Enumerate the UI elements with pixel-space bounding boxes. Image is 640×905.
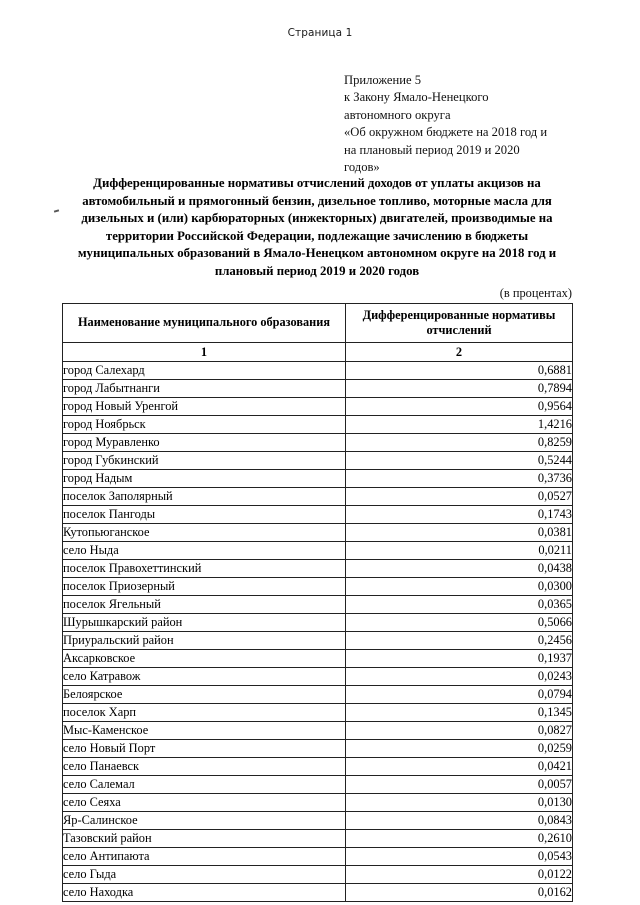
cell-municipality-name: село Находка	[63, 884, 346, 902]
table-row	[63, 794, 573, 812]
table-row	[63, 362, 573, 380]
cell-municipality-name: город Новый Уренгой	[63, 398, 346, 416]
table-column-number-row	[63, 343, 573, 362]
table-row	[63, 596, 573, 614]
cell-municipality-name: город Муравленко	[63, 434, 346, 452]
cell-municipality-name: поселок Пангоды	[63, 506, 346, 524]
cell-normative-value: 0,0843	[346, 812, 573, 830]
header-differentiated-norms: Дифференцированные нормативы отчислений	[346, 304, 573, 343]
scan-artifact-mark	[54, 209, 59, 212]
appendix-line-3: автономного округа	[344, 107, 451, 122]
appendix-line-5: на плановый период 2019 и 2020	[344, 142, 520, 157]
cell-normative-value: 0,2610	[346, 830, 573, 848]
cell-normative-value: 0,8259	[346, 434, 573, 452]
table-row	[63, 740, 573, 758]
table-row	[63, 398, 573, 416]
cell-municipality-name: Тазовский район	[63, 830, 346, 848]
table-row	[63, 416, 573, 434]
cell-municipality-name: город Ноябрьск	[63, 416, 346, 434]
table-row	[63, 506, 573, 524]
cell-municipality-name: поселок Заполярный	[63, 488, 346, 506]
cell-municipality-name: Мыс-Каменское	[63, 722, 346, 740]
cell-municipality-name: Кутопьюганское	[63, 524, 346, 542]
cell-municipality-name: село Ныда	[63, 542, 346, 560]
table-row	[63, 884, 573, 902]
cell-municipality-name: поселок Харп	[63, 704, 346, 722]
cell-municipality-name: село Катравож	[63, 668, 346, 686]
cell-normative-value: 0,5066	[346, 614, 573, 632]
units-note: (в процентах)	[499, 286, 572, 300]
cell-normative-value: 0,0259	[346, 740, 573, 758]
cell-municipality-name: село Сеяха	[63, 794, 346, 812]
cell-municipality-name: поселок Ягельный	[63, 596, 346, 614]
table-row	[63, 434, 573, 452]
cell-municipality-name: город Салехард	[63, 362, 346, 380]
appendix-line-4: «Об окружном бюджете на 2018 год и	[344, 125, 548, 140]
cell-municipality-name: Шурышкарский район	[63, 614, 346, 632]
cell-municipality-name: поселок Приозерный	[63, 578, 346, 596]
cell-normative-value: 0,1345	[346, 704, 573, 722]
cell-normative-value: 0,1743	[346, 506, 573, 524]
table-row	[63, 668, 573, 686]
cell-municipality-name: село Гыда	[63, 866, 346, 884]
table-row	[63, 380, 573, 398]
table-body	[63, 362, 573, 902]
appendix-line-2: к Закону Ямало-Ненецкого	[344, 90, 489, 105]
cell-normative-value: 0,9564	[346, 398, 573, 416]
cell-normative-value: 0,0122	[346, 866, 573, 884]
cell-normative-value: 0,0527	[346, 488, 573, 506]
cell-normative-value: 0,0543	[346, 848, 573, 866]
cell-municipality-name: город Лабытнанги	[63, 380, 346, 398]
cell-normative-value: 0,0130	[346, 794, 573, 812]
cell-municipality-name: село Антипаюта	[63, 848, 346, 866]
cell-municipality-name: Белоярское	[63, 686, 346, 704]
page-label: Страница 1	[287, 27, 353, 39]
cell-normative-value: 0,6881	[346, 362, 573, 380]
table-row	[63, 488, 573, 506]
cell-municipality-name: город Губкинский	[63, 452, 346, 470]
table-row	[63, 776, 573, 794]
table-row	[63, 812, 573, 830]
table-row	[63, 578, 573, 596]
cell-normative-value: 0,7894	[346, 380, 573, 398]
table-row	[63, 542, 573, 560]
column-number-1: 1	[63, 343, 346, 362]
appendix-line-6: годов»	[344, 160, 380, 175]
appendix-line-1: Приложение 5	[344, 73, 422, 87]
table-row	[63, 524, 573, 542]
cell-normative-value: 0,0794	[346, 686, 573, 704]
table-row	[63, 614, 573, 632]
cell-normative-value: 0,0421	[346, 758, 573, 776]
cell-normative-value: 1,4216	[346, 416, 573, 434]
appendix-reference-block	[344, 72, 594, 176]
table-head	[63, 304, 573, 362]
cell-normative-value: 0,0162	[346, 884, 573, 902]
cell-normative-value: 0,0365	[346, 596, 573, 614]
table-row	[63, 686, 573, 704]
cell-normative-value: 0,3736	[346, 470, 573, 488]
cell-normative-value: 0,1937	[346, 650, 573, 668]
cell-normative-value: 0,0057	[346, 776, 573, 794]
cell-normative-value: 0,0211	[346, 542, 573, 560]
cell-normative-value: 0,0827	[346, 722, 573, 740]
cell-normative-value: 0,0300	[346, 578, 573, 596]
document-title: Дифференцированные нормативы отчислений доходов от уплаты акцизов на автомобильный и прямогонный бензин, дизельное топливо, моторные масла для дизельных и (или) карбюраторных (инжекторных) двигателей, производимые на территории Российской Федерации, подлежащие зачислению в бюджеты муниципальных образований в Ямало-Ненецком автономном округе на 2018 год и плановый период 2019 и 2020 годов	[77, 176, 557, 278]
table-row	[63, 758, 573, 776]
table-row	[63, 470, 573, 488]
header-municipality-name: Наименование муниципального образования	[63, 304, 346, 343]
table-row	[63, 560, 573, 578]
table-row	[63, 452, 573, 470]
cell-normative-value: 0,0243	[346, 668, 573, 686]
cell-normative-value: 0,2456	[346, 632, 573, 650]
cell-municipality-name: Приуральский район	[63, 632, 346, 650]
table-row	[63, 632, 573, 650]
table-row	[63, 866, 573, 884]
table-row	[63, 704, 573, 722]
cell-municipality-name: Аксарковское	[63, 650, 346, 668]
normatives-table	[62, 303, 573, 902]
cell-municipality-name: поселок Правохеттинский	[63, 560, 346, 578]
table-row	[63, 848, 573, 866]
cell-normative-value: 0,0381	[346, 524, 573, 542]
cell-normative-value: 0,5244	[346, 452, 573, 470]
cell-municipality-name: Яр-Салинское	[63, 812, 346, 830]
cell-normative-value: 0,0438	[346, 560, 573, 578]
normatives-table-wrapper	[62, 303, 572, 902]
cell-municipality-name: город Надым	[63, 470, 346, 488]
cell-municipality-name: село Салемал	[63, 776, 346, 794]
cell-municipality-name: село Панаевск	[63, 758, 346, 776]
column-number-2: 2	[346, 343, 573, 362]
table-row	[63, 722, 573, 740]
table-row	[63, 650, 573, 668]
cell-municipality-name: село Новый Порт	[63, 740, 346, 758]
table-row	[63, 830, 573, 848]
table-header-row	[63, 304, 573, 343]
